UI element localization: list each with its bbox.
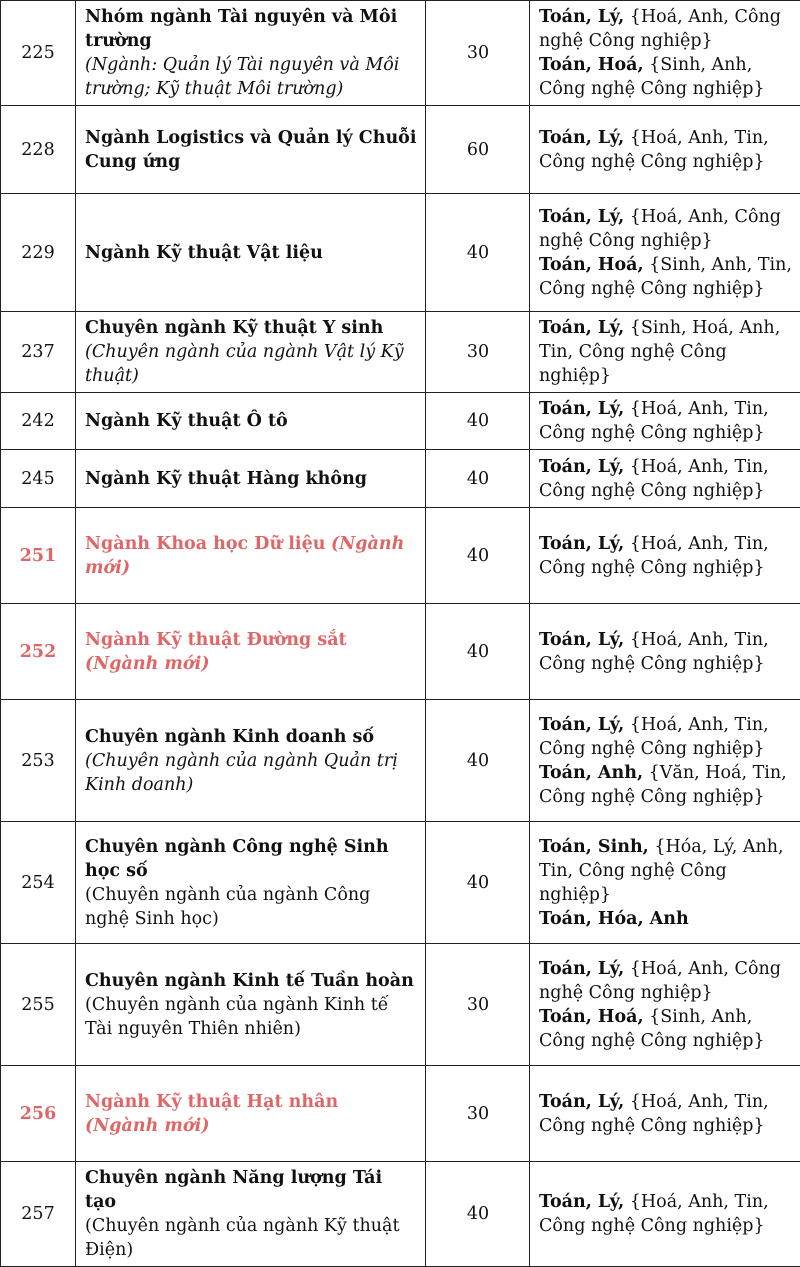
program-name: Chuyên ngành Năng lượng Tái tạo: [85, 1168, 382, 1212]
optional-subjects: {Sinh, Anh, Công nghệ Công nghiệp}: [539, 1007, 765, 1051]
subject-combination: [539, 1190, 792, 1238]
program-note: (Ngành: Quản lý Tài nguyên và Môi trường; Kỹ thuật Môi trường): [85, 53, 417, 101]
required-subjects: Toán, Lý,: [539, 457, 624, 477]
table-row: [1, 194, 800, 312]
subject-combination: [539, 455, 792, 503]
subject-combinations: [530, 1066, 800, 1162]
subject-combination: [539, 957, 792, 1005]
new-program-tag: (Ngành mới): [85, 1116, 210, 1136]
subject-combination: [539, 713, 792, 761]
program-code: 253: [1, 700, 76, 822]
program-name: Ngành Kỹ thuật Hạt nhân: [85, 1092, 338, 1112]
table-row: [1, 604, 800, 700]
subject-combination: [539, 205, 792, 253]
subject-combination: [539, 532, 792, 580]
required-subjects: Toán, Lý,: [539, 715, 624, 735]
table-row: [1, 450, 800, 508]
required-subjects: Toán, Lý,: [539, 399, 624, 419]
program-note: (Chuyên ngành của ngành Công nghệ Sinh học): [85, 883, 417, 931]
program-note: (Chuyên ngành của ngành Quản trị Kinh doanh): [85, 749, 417, 797]
optional-subjects: {Hoá, Anh, Tin, Công nghệ Công nghiệp}: [539, 1192, 769, 1236]
optional-subjects: {Hoá, Anh, Tin, Công nghệ Công nghiệp}: [539, 399, 769, 443]
program-name: Ngành Kỹ thuật Vật liệu: [85, 243, 323, 263]
new-program-tag: (Ngành mới): [85, 654, 210, 674]
subject-combination: [539, 5, 792, 53]
program-name-cell: [76, 393, 426, 450]
program-name: Ngành Logistics và Quản lý Chuỗi Cung ứng: [85, 128, 416, 172]
required-subjects: Toán, Anh,: [539, 763, 643, 783]
optional-subjects: {Hoá, Anh, Công nghệ Công nghiệp}: [539, 959, 781, 1003]
required-subjects: Toán, Lý,: [539, 1092, 624, 1112]
table-row: [1, 944, 800, 1066]
quota: 40: [426, 393, 530, 450]
subject-combinations: [530, 604, 800, 700]
table-row: [1, 822, 800, 944]
program-note: (Chuyên ngành của ngành Vật lý Kỹ thuật): [85, 340, 417, 388]
program-name-cell: [76, 700, 426, 822]
program-name-cell: [76, 1, 426, 106]
table-row: [1, 393, 800, 450]
subject-combinations: [530, 822, 800, 944]
program-name-cell: [76, 944, 426, 1066]
optional-subjects: {Sinh, Hoá, Anh, Tin, Công nghệ Công nghiệp}: [539, 318, 780, 386]
required-subjects: Toán, Lý,: [539, 318, 624, 338]
program-name-cell: [76, 1162, 426, 1267]
program-name: Chuyên ngành Kinh doanh số: [85, 727, 374, 747]
table-row: [1, 508, 800, 604]
table-row: [1, 700, 800, 822]
required-subjects: Toán, Lý,: [539, 959, 624, 979]
program-code: 252: [1, 604, 76, 700]
subject-combinations: [530, 194, 800, 312]
subject-combination: [539, 835, 792, 907]
program-code: 257: [1, 1162, 76, 1267]
required-subjects: Toán, Hóa, Anh: [539, 909, 689, 929]
table-row: [1, 312, 800, 393]
required-subjects: Toán, Lý,: [539, 7, 624, 27]
program-name-cell: [76, 1066, 426, 1162]
program-code: 242: [1, 393, 76, 450]
program-code: 225: [1, 1, 76, 106]
optional-subjects: {Hoá, Anh, Tin, Công nghệ Công nghiệp}: [539, 128, 769, 172]
program-name-cell: [76, 604, 426, 700]
subject-combination: [539, 1005, 792, 1053]
subject-combinations: [530, 106, 800, 194]
required-subjects: Toán, Lý,: [539, 128, 624, 148]
subject-combination: [539, 761, 792, 809]
optional-subjects: {Sinh, Anh, Tin, Công nghệ Công nghiệp}: [539, 255, 792, 299]
subject-combinations: [530, 312, 800, 393]
optional-subjects: {Hoá, Anh, Tin, Công nghệ Công nghiệp}: [539, 630, 769, 674]
subject-combinations: [530, 393, 800, 450]
subject-combination: [539, 316, 792, 388]
subject-combination: [539, 907, 792, 931]
program-note: (Chuyên ngành của ngành Kinh tế Tài nguyên Thiên nhiên): [85, 993, 417, 1041]
optional-subjects: {Hoá, Anh, Tin, Công nghệ Công nghiệp}: [539, 534, 769, 578]
optional-subjects: {Hoá, Anh, Tin, Công nghệ Công nghiệp}: [539, 715, 769, 759]
program-name-cell: [76, 508, 426, 604]
optional-subjects: {Hóa, Lý, Anh, Tin, Công nghệ Công nghiệp}: [539, 837, 784, 905]
table-row: [1, 1162, 800, 1267]
optional-subjects: {Sinh, Anh, Công nghệ Công nghiệp}: [539, 55, 765, 99]
optional-subjects: {Hoá, Anh, Công nghệ Công nghiệp}: [539, 7, 781, 51]
quota: 60: [426, 106, 530, 194]
subject-combination: [539, 253, 792, 301]
quota: 30: [426, 312, 530, 393]
subject-combination: [539, 126, 792, 174]
program-name: Ngành Kỹ thuật Hàng không: [85, 469, 367, 489]
program-name: Chuyên ngành Kinh tế Tuần hoàn: [85, 971, 414, 991]
program-code: 229: [1, 194, 76, 312]
subject-combination: [539, 1090, 792, 1138]
required-subjects: Toán, Lý,: [539, 630, 624, 650]
subject-combination: [539, 628, 792, 676]
subject-combinations: [530, 508, 800, 604]
table-body: [1, 1, 800, 1267]
quota: 40: [426, 194, 530, 312]
quota: 40: [426, 604, 530, 700]
subject-combinations: [530, 944, 800, 1066]
table-row: [1, 1, 800, 106]
program-code: 254: [1, 822, 76, 944]
program-name: Ngành Kỹ thuật Ô tô: [85, 411, 288, 431]
program-code: 256: [1, 1066, 76, 1162]
required-subjects: Toán, Hoá,: [539, 255, 644, 275]
program-code: 251: [1, 508, 76, 604]
optional-subjects: {Hoá, Anh, Công nghệ Công nghiệp}: [539, 207, 781, 251]
required-subjects: Toán, Lý,: [539, 534, 624, 554]
program-name-cell: [76, 194, 426, 312]
required-subjects: Toán, Lý,: [539, 1192, 624, 1212]
subject-combinations: [530, 1162, 800, 1267]
subject-combination: [539, 53, 792, 101]
quota: 40: [426, 450, 530, 508]
program-code: 237: [1, 312, 76, 393]
subject-combinations: [530, 1, 800, 106]
program-name-cell: [76, 106, 426, 194]
program-note: (Chuyên ngành của ngành Kỹ thuật Điện): [85, 1214, 417, 1262]
program-name-cell: [76, 450, 426, 508]
required-subjects: Toán, Sinh,: [539, 837, 649, 857]
quota: 30: [426, 944, 530, 1066]
quota: 40: [426, 822, 530, 944]
optional-subjects: {Văn, Hoá, Tin, Công nghệ Công nghiệp}: [539, 763, 787, 807]
quota: 30: [426, 1066, 530, 1162]
table-row: [1, 106, 800, 194]
program-code: 245: [1, 450, 76, 508]
program-name: Ngành Khoa học Dữ liệu: [85, 534, 325, 554]
program-name-cell: [76, 822, 426, 944]
program-code: 228: [1, 106, 76, 194]
subject-combination: [539, 397, 792, 445]
subject-combinations: [530, 700, 800, 822]
optional-subjects: {Hoá, Anh, Tin, Công nghệ Công nghiệp}: [539, 1092, 769, 1136]
table-row: [1, 1066, 800, 1162]
quota: 40: [426, 700, 530, 822]
quota: 30: [426, 1, 530, 106]
required-subjects: Toán, Lý,: [539, 207, 624, 227]
program-name-cell: [76, 312, 426, 393]
new-program-tag: (Ngành mới): [85, 534, 404, 578]
program-code: 255: [1, 944, 76, 1066]
optional-subjects: {Hoá, Anh, Tin, Công nghệ Công nghiệp}: [539, 457, 769, 501]
program-name: Ngành Kỹ thuật Đường sắt: [85, 630, 347, 650]
subject-combinations: [530, 450, 800, 508]
required-subjects: Toán, Hoá,: [539, 1007, 644, 1027]
program-name: Chuyên ngành Kỹ thuật Y sinh: [85, 318, 383, 338]
program-name: Chuyên ngành Công nghệ Sinh học số: [85, 837, 389, 881]
required-subjects: Toán, Hoá,: [539, 55, 644, 75]
quota: 40: [426, 508, 530, 604]
quota: 40: [426, 1162, 530, 1267]
program-name: Nhóm ngành Tài nguyên và Môi trường: [85, 7, 397, 51]
